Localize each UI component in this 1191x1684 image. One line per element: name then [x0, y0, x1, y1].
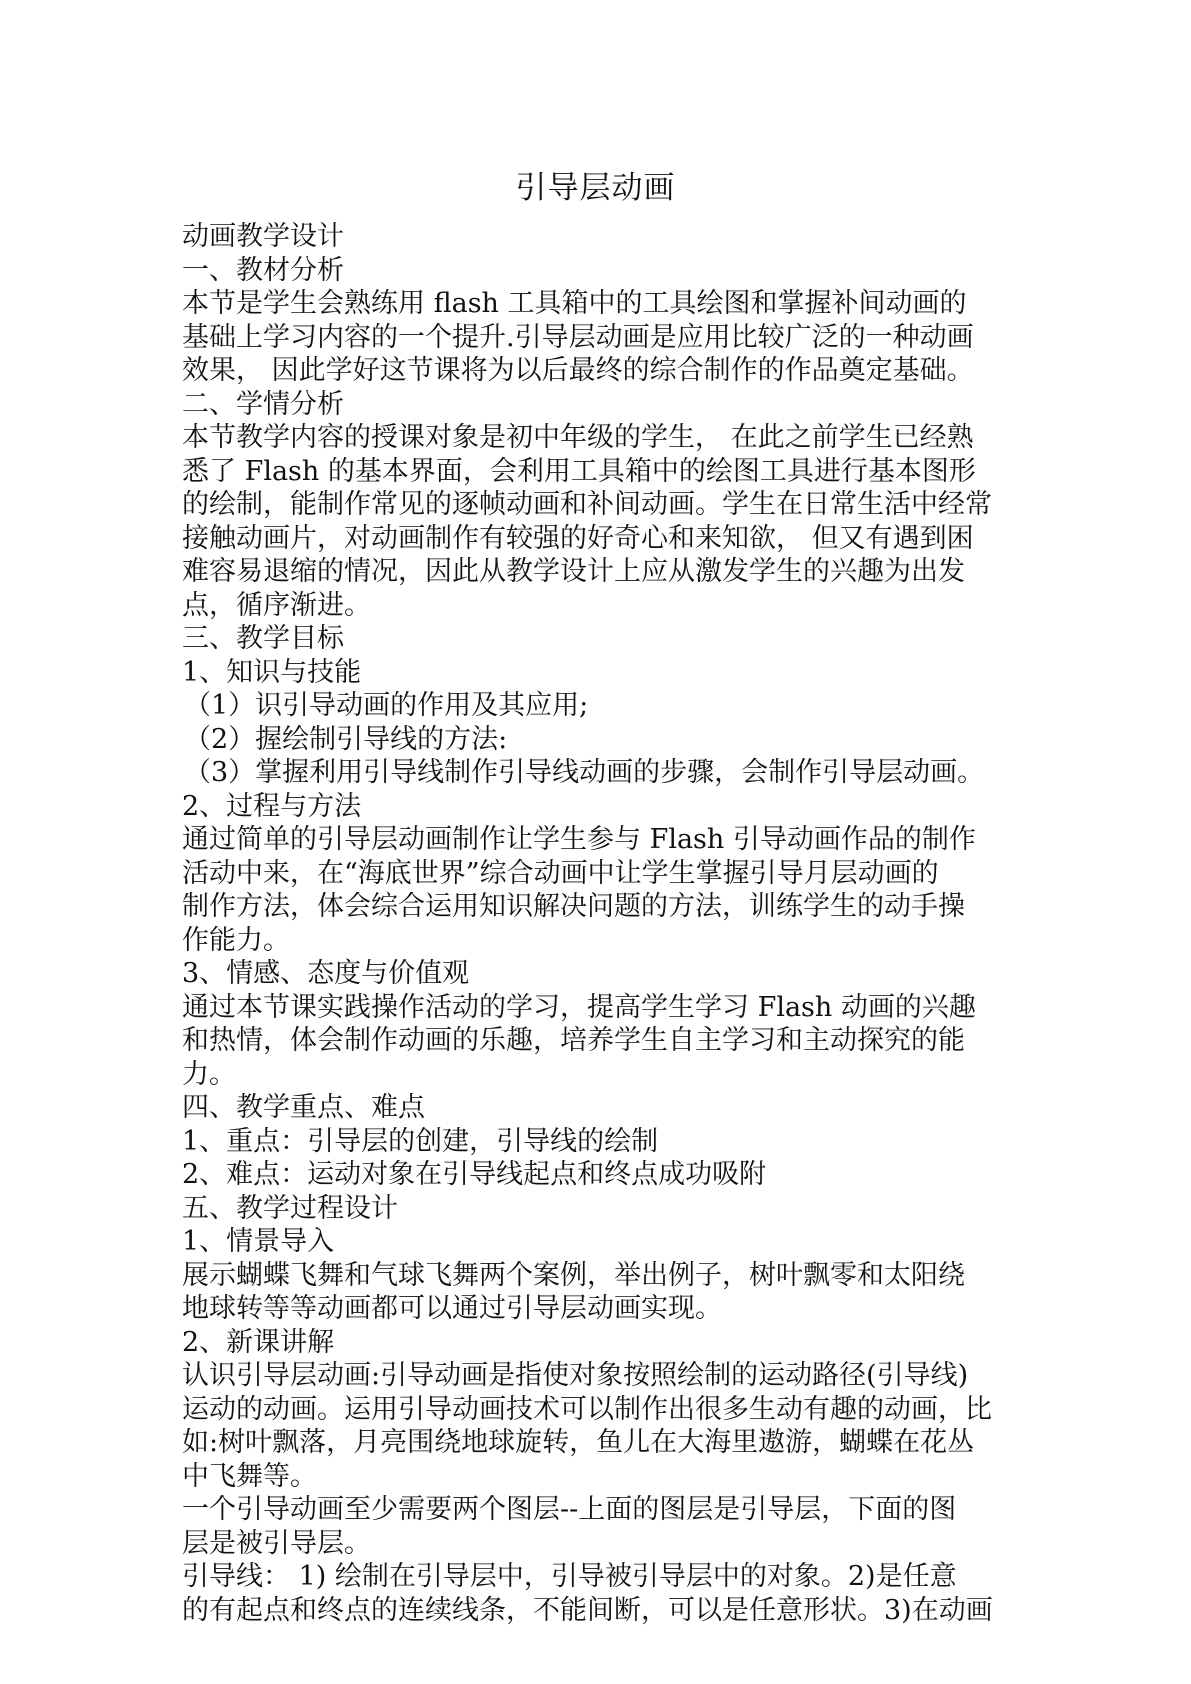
subsection-heading: 1、知识与技能: [182, 656, 362, 688]
list-item: （1）识引导动画的作用及其应用;: [184, 690, 589, 721]
paragraph-line: 制作方法，体会综合运用知识解决问题的方法，训练学生的动手操: [182, 891, 965, 922]
paragraph-line: 运动的动画。运用引导动画技术可以制作出很多生动有趣的动画，比: [182, 1393, 992, 1425]
subsection-heading: 2、新课讲解: [182, 1326, 335, 1358]
paragraph-line: 本节是学生会熟练用 flash 工具箱中的工具绘图和掌握补间动画的: [182, 288, 967, 319]
list-item: 2、难点：运动对象在引导线起点和终点成功吸附: [182, 1159, 767, 1190]
paragraph-line: 展示蝴蝶飞舞和气球飞舞两个案例，举出例子，树叶飘零和太阳绕: [182, 1259, 965, 1291]
paragraph-line: 的有起点和终点的连续线条，不能间断，可以是任意形状。3)在动画: [182, 1594, 993, 1626]
subsection-heading: 3、情感、态度与价值观: [182, 958, 470, 989]
subsection-heading: 2、过程与方法: [182, 790, 362, 822]
paragraph-line: 通过本节课实践操作活动的学习，提高学生学习 Flash 动画的兴趣: [182, 991, 976, 1023]
paragraph-line: 的绘制，能制作常见的逐帧动画和补间动画。学生在日常生活中经常: [182, 489, 992, 520]
list-item: 1、重点：引导层的创建，引导线的绘制: [182, 1125, 659, 1157]
section-heading: 动画教学设计: [182, 221, 344, 252]
paragraph-line: 活动中来，在“海底世界”综合动画中让学生掌握引导月层动画的: [182, 857, 939, 889]
paragraph-line: 接触动画片，对动画制作有较强的好奇心和来知欲， 但又有遇到困: [182, 522, 974, 554]
paragraph-line: 基础上学习内容的一个提升.引导层动画是应用比较广泛的一种动画: [182, 321, 974, 353]
paragraph-line: 引导线： 1) 绘制在引导层中，引导被引导层中的对象。2)是任意: [182, 1561, 957, 1592]
section-heading: 五、教学过程设计: [182, 1192, 398, 1224]
paragraph-line: 点，循序渐进。: [182, 589, 371, 621]
paragraph-line: 效果， 因此学好这节课将为以后最终的综合制作的作品奠定基础。: [182, 355, 974, 386]
paragraph-line: 层是被引导层。: [182, 1527, 371, 1559]
list-item: （2）握绘制引导线的方法:: [184, 723, 508, 755]
paragraph-line: 悉了 Flash 的基本界面，会利用工具箱中的绘图工具进行基本图形: [182, 455, 976, 487]
paragraph-line: 中飞舞等。: [182, 1460, 317, 1492]
section-heading: 一、教材分析: [182, 254, 344, 286]
section-heading: 二、学情分析: [182, 388, 344, 420]
paragraph-line: 地球转等等动画都可以通过引导层动画实现。: [182, 1293, 722, 1324]
paragraph-line: 通过简单的引导层动画制作让学生参与 Flash 引导动画作品的制作: [182, 824, 976, 855]
paragraph-line: 难容易退缩的情况，因此从教学设计上应从激发学生的兴趣为出发: [182, 556, 965, 587]
paragraph-line: 一个引导动画至少需要两个图层--上面的图层是引导层，下面的图: [182, 1494, 957, 1525]
paragraph-line: 认识引导层动画:引导动画是指使对象按照绘制的运动路径(引导线): [182, 1360, 969, 1391]
paragraph-line: 和热情，体会制作动画的乐趣，培养学生自主学习和主动探究的能: [182, 1025, 965, 1056]
document-title: 引导层动画: [515, 170, 676, 206]
paragraph-line: 力。: [182, 1058, 236, 1090]
section-heading: 四、教学重点、难点: [182, 1092, 425, 1123]
subsection-heading: 1、情景导入: [182, 1226, 335, 1257]
paragraph-line: 如:树叶飘落，月亮围绕地球旋转，鱼儿在大海里遨游，蝴蝶在花丛: [182, 1427, 975, 1458]
paragraph-line: 作能力。: [182, 924, 290, 956]
paragraph-line: 本节教学内容的授课对象是初中年级的学生， 在此之前学生已经熟: [182, 422, 974, 453]
section-heading: 三、教学目标: [182, 623, 344, 654]
document-body: [182, 220, 1020, 1627]
list-item: （3）掌握利用引导线制作引导线动画的步骤，会制作引导层动画。: [184, 757, 985, 788]
